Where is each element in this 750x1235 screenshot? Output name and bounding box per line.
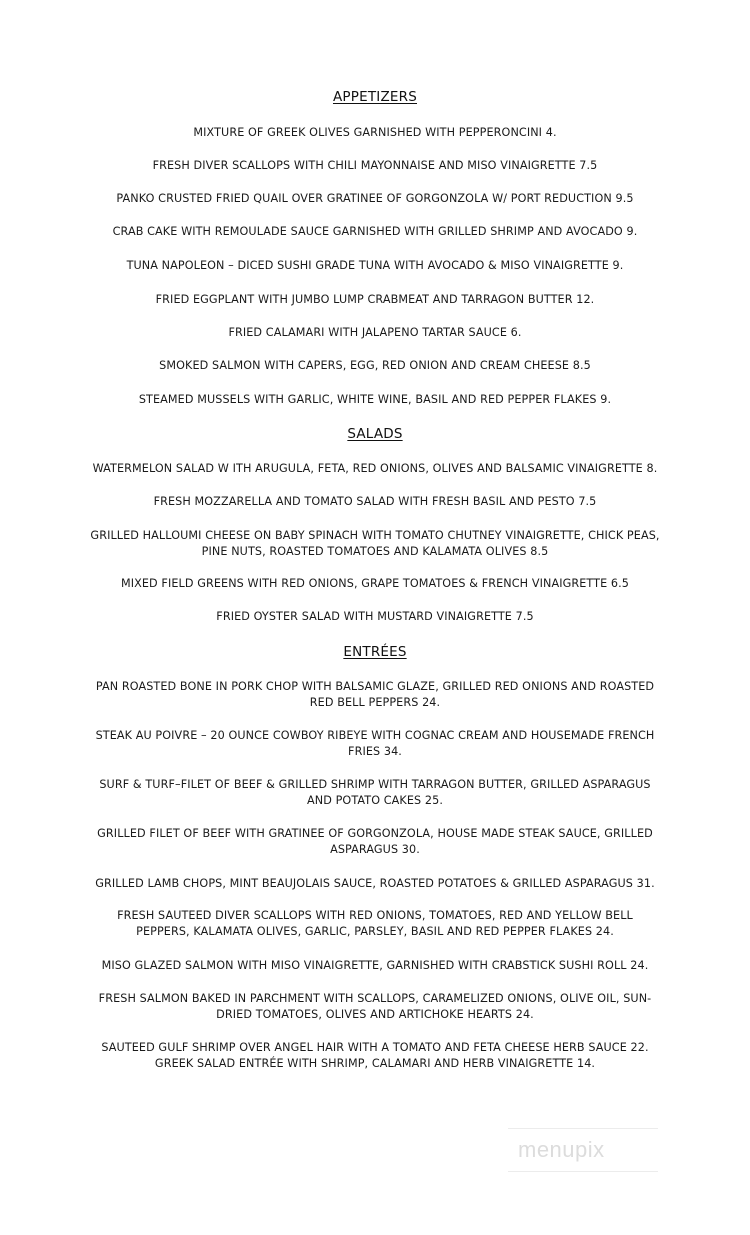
menu-item: FRIED OYSTER SALAD WITH MUSTARD VINAIGRETTE 7.5 (216, 610, 534, 623)
entrees-heading: ENTRÉES (343, 644, 407, 660)
menu-item: SURF & TURF–FILET OF BEEF & GRILLED SHRIMP WITH TARRAGON BUTTER, GRILLED ASPARAGUS AND POTATO CAKES 25. (99, 778, 651, 807)
menu-item: FRESH SAUTEED DIVER SCALLOPS WITH RED ONIONS, TOMATOES, RED AND YELLOW BELL PEPPERS, KALAMATA OLIVES, GARLIC, PARSLEY, BASIL AND RED PEPPER FLAKES 24. (117, 909, 633, 938)
menu-item: FRESH SALMON BAKED IN PARCHMENT WITH SCALLOPS, CARAMELIZED ONIONS, OLIVE OIL, SUN-DRIED TOMATOES, OLIVES AND ARTICHOKE HEARTS 24. (98, 992, 652, 1021)
menu-item: WATERMELON SALAD W ITH ARUGULA, FETA, RED ONIONS, OLIVES AND BALSAMIC VINAIGRETTE 8. (92, 462, 658, 475)
menu-item: MIXED FIELD GREENS WITH RED ONIONS, GRAPE TOMATOES & FRENCH VINAIGRETTE 6.5 (120, 577, 630, 590)
menu-item: STEAK AU POIVRE – 20 OUNCE COWBOY RIBEYE WITH COGNAC CREAM AND HOUSEMADE FRENCH FRIES 34. (95, 729, 655, 758)
menu-item: SAUTEED GULF SHRIMP OVER ANGEL HAIR WITH A TOMATO AND FETA CHEESE HERB SAUCE 22. (101, 1041, 649, 1054)
menu-item: FRIED CALAMARI WITH JALAPENO TARTAR SAUCE 6. (228, 326, 522, 339)
salads-heading: SALADS (347, 426, 403, 442)
menu-item: PAN ROASTED BONE IN PORK CHOP WITH BALSAMIC GLAZE, GRILLED RED ONIONS AND ROASTED RED BELL PEPPERS 24. (95, 680, 655, 709)
menu-item: SMOKED SALMON WITH CAPERS, EGG, RED ONION AND CREAM CHEESE 8.5 (159, 359, 591, 372)
menu-item: TUNA NAPOLEON – DICED SUSHI GRADE TUNA WITH AVOCADO & MISO VINAIGRETTE 9. (126, 259, 624, 272)
menu-item: FRIED EGGPLANT WITH JUMBO LUMP CRABMEAT AND TARRAGON BUTTER 12. (155, 293, 595, 306)
menu-item: FRESH DIVER SCALLOPS WITH CHILI MAYONNAISE AND MISO VINAIGRETTE 7.5 (152, 159, 598, 172)
watermark-logo: menupix (518, 1137, 605, 1162)
menu-item: GREEK SALAD ENTRÉE WITH SHRIMP, CALAMARI AND HERB VINAIGRETTE 14. (154, 1057, 596, 1070)
menu-item: MIXTURE OF GREEK OLIVES GARNISHED WITH PEPPERONCINI 4. (193, 126, 557, 139)
menu-item: MISO GLAZED SALMON WITH MISO VINAIGRETTE, GARNISHED WITH CRABSTICK SUSHI ROLL 24. (101, 959, 649, 972)
menu-item: FRESH MOZZARELLA AND TOMATO SALAD WITH FRESH BASIL AND PESTO 7.5 (153, 495, 597, 508)
appetizers-heading: APPETIZERS (332, 89, 417, 105)
menu-item: CRAB CAKE WITH REMOULADE SAUCE GARNISHED WITH GRILLED SHRIMP AND AVOCADO 9. (112, 225, 638, 238)
menu-item: GRILLED HALLOUMI CHEESE ON BABY SPINACH WITH TOMATO CHUTNEY VINAIGRETTE, CHICK PEAS, PINE NUTS, ROASTED TOMATOES AND KALAMATA OLIVES 8.5 (90, 529, 660, 558)
menu-item: GRILLED FILET OF BEEF WITH GRATINEE OF GORGONZOLA, HOUSE MADE STEAK SAUCE, GRILLED ASPARAGUS 30. (97, 827, 653, 856)
menu-item: STEAMED MUSSELS WITH GARLIC, WHITE WINE, BASIL AND RED PEPPER FLAKES 9. (138, 393, 612, 406)
menu-item: PANKO CRUSTED FRIED QUAIL OVER GRATINEE OF GORGONZOLA W/ PORT REDUCTION 9.5 (116, 192, 634, 205)
menu-item: GRILLED LAMB CHOPS, MINT BEAUJOLAIS SAUCE, ROASTED POTATOES & GRILLED ASPARAGUS 31. (95, 877, 655, 890)
